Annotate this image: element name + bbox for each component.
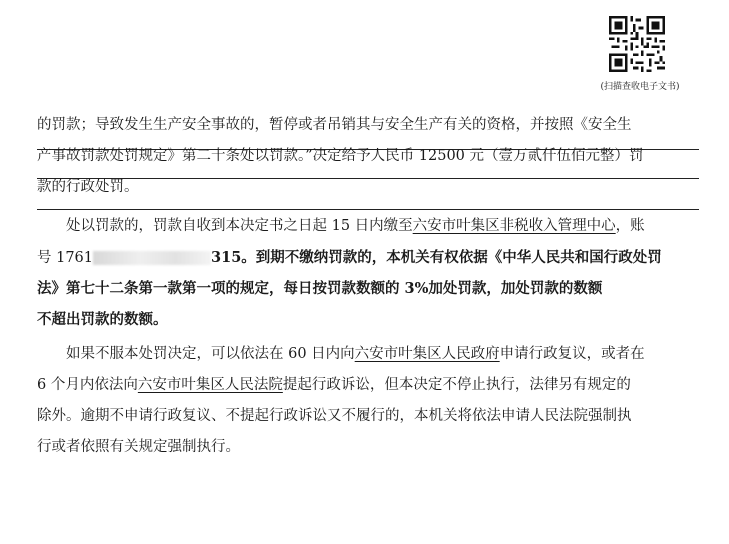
government-name: 六安市叶集区人民政府 bbox=[354, 346, 500, 362]
text-line bbox=[37, 242, 699, 273]
text-line bbox=[37, 304, 699, 335]
payment-agency-name: 六安市叶集区非税收入管理中心 bbox=[412, 218, 616, 234]
text-span: 不超出罚款的数额。 bbox=[37, 311, 168, 328]
penalty-rate: 3% bbox=[404, 280, 429, 297]
text-line: 的罚款；导致发生生产安全事故的，暂停或者吊销其与安全生产有关的资格，并按照《安全生 bbox=[37, 117, 632, 133]
text-line: 行或者依照有关规定强制执行。 bbox=[37, 439, 240, 455]
text-line bbox=[37, 211, 699, 242]
paragraph-penalty-decision bbox=[37, 110, 699, 203]
qr-code-icon bbox=[609, 16, 665, 72]
text-span: 如果不服本处罚决定，可以依法在 60 日内向 bbox=[66, 346, 355, 362]
text-span: 法》第七十二条第一款第一项的规定，每日按罚款数额的 bbox=[37, 280, 405, 297]
text-span: ，账 bbox=[615, 218, 645, 234]
text-span: 315。到期不缴纳罚款的，本机关有权依据《中华人民共和国行政处罚 bbox=[211, 249, 662, 266]
text-line bbox=[37, 370, 699, 401]
text-span: 6 个月内依法向 bbox=[37, 377, 138, 393]
text-line: 除外。逾期不申请行政复议、不提起行政诉讼又不履行的，本机关将依法申请人民法院强制执 bbox=[37, 408, 632, 424]
account-prefix: 号 1761 bbox=[37, 250, 94, 266]
paragraph-appeal-rights bbox=[37, 339, 699, 463]
qr-caption: (扫描查收电子文书) bbox=[600, 82, 680, 92]
text-span: 处以罚款的，罚款自收到本决定书之日起 15 日内缴至 bbox=[66, 218, 413, 234]
text-span: 加处罚款，加处罚款的数额 bbox=[428, 280, 603, 297]
text-line: 产事故罚款处罚规定》第二十条处以罚款。”决定给予人民币 12500 元（壹万贰仟伍佰元整）罚 bbox=[37, 148, 644, 164]
redacted-account-number bbox=[93, 251, 211, 265]
court-name: 六安市叶集区人民法院 bbox=[137, 377, 283, 393]
text-span: 提起行政诉讼，但本决定不停止执行，法律另有规定的 bbox=[282, 377, 631, 393]
text-line bbox=[37, 339, 699, 370]
text-line: 款的行政处罚。 bbox=[37, 179, 139, 195]
text-span: 申请行政复议，或者在 bbox=[499, 346, 645, 362]
paragraph-payment bbox=[37, 211, 699, 335]
text-line bbox=[37, 273, 699, 304]
document-body bbox=[37, 110, 699, 463]
